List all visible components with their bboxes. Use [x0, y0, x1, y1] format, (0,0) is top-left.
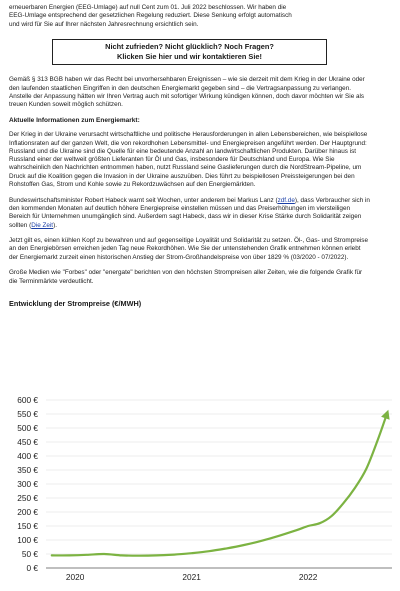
y-tick-label: 400 €: [17, 451, 38, 461]
y-tick-label: 550 €: [17, 409, 38, 419]
zeit-link[interactable]: Die Zeit: [31, 221, 54, 229]
y-tick-label: 300 €: [17, 479, 38, 489]
x-axis-tick-labels: [66, 572, 318, 582]
y-tick-label: 200 €: [17, 507, 38, 517]
cta-line-2: Klicken Sie hier und wir kontaktieren Sie!: [117, 52, 262, 62]
cta-line-1: Nicht zufrieden? Nicht glücklich? Noch Fragen?: [105, 42, 274, 52]
y-axis-tick-labels: [17, 395, 38, 573]
chart-title: Entwicklung der Strompreise (€/MWH): [9, 298, 142, 308]
contact-cta-wrapper: [9, 39, 370, 66]
y-tick-label: 500 €: [17, 423, 38, 433]
x-tick-label: 2021: [182, 572, 201, 582]
section-heading: Aktuelle Informationen zum Energiemarkt:: [9, 116, 140, 124]
bgb-paragraph: Gemäß § 313 BGB haben wir das Recht bei unvorhersehbaren Ereignissen – wie sie derzeit mit dem Krieg in der Ukraine oder den laufenden staatlichen Eingriffen in den deutschen Energiemarkt gegeben sind – die Vertragsanpassung zu verlangen. Anstelle der Anpassung hätten wir Ihren Vertrag auch mit sofortiger Wirkung kündigen können, doch davor möchten wir Sie als treuen Kunden soweit möglich schützen.: [9, 76, 365, 109]
zdf-link[interactable]: zdf.de: [277, 196, 295, 204]
series-arrow-head: [381, 410, 389, 420]
contact-cta-button[interactable]: [52, 39, 327, 66]
x-tick-label: 2020: [65, 572, 85, 582]
intro-line-3: und wird für Sie auf Ihrer nächsten Jahresrechnung ersichtlich sein.: [9, 20, 199, 28]
habeck-paragraph: [9, 197, 370, 230]
x-tick-label: 2022: [298, 572, 318, 582]
y-tick-label: 600 €: [17, 395, 38, 405]
intro-line-1: erneuerbaren Energien (EEG-Umlage) auf null Cent zum 01. Juli 2022 beschlossen. Wir haben die: [9, 4, 287, 11]
war-paragraph: Der Krieg in der Ukraine verursacht wirtschaftliche und politische Herausforderungen in allen Lebensbereichen, wie beispiellose Inflationsraten auf der ganzen Welt, die von rekordhohen Lebensmittel- und Energiepreisen angeführt werden. Der Hauptgrund: Russland und die Ukraine sind die Quelle für eine bedeutende Anzahl an landwirtschaftlichen Produkten. Darüber hinaus ist Russland einer der weltweit größten Lieferanten für Öl und Gas, insbesondere für Deutschland und Europa. Wie Sie wahrscheinlich den Nachrichten entnommen haben, nutzt Russland seine Gaslieferungen durch die NordStream-Pipeline, um Druck auf die Koalition gegen die Invasion in der Ukraine auszuüben. Dies führt zu beispiellosen Preissteigerungen bei den Rohstoffen Gas, Strom und Kohle sowie zu Rekordzuwächsen auf den Energiemärkten.: [9, 131, 368, 189]
intro-paragraph: [9, 4, 370, 29]
y-tick-label: 350 €: [17, 465, 38, 475]
chart-grid: [46, 400, 392, 554]
loyalty-paragraph: Jetzt gilt es, einen kühlen Kopf zu bewahren und auf gegenseitige Loyalität und Solidarität zu setzen. Öl-, Gas- und Strompreise an den Energiebörsen erreichen jeden Tag neue Rekordhöhen. Wie Sie der untenstehenden Grafik entnehmen können erlebt der Energiemarkt zurzeit einen historischen Anstieg der Strom-Großhandelspreise von über 1829 % (03/2020 - 07/2022).: [9, 237, 368, 261]
intro-line-2: EEG-Umlage entsprechend der gesetzlichen Regelung reduziert. Diese Senkung erfolgt automatisch: [9, 12, 292, 20]
y-tick-label: 150 €: [17, 521, 38, 531]
y-tick-label: 0 €: [26, 563, 38, 573]
habeck-text-2: ), dass Verbraucher sich in den kommenden Monaten auf deutlich höhere Energiepreise einstellen müssen und das Preiserhöhungen im viersteiligen Bereich für Unternehmen unumgänglich sind. Außerdem sagt Habeck, dass wir in dieser Krise Stärke durch Solidarität zeigen sollten (: [9, 196, 370, 229]
media-paragraph: Große Medien wie "Forbes" oder "energate" berichten von den höchsten Strompreisen aller Zeiten, wie die folgende Grafik für die Terminmärkte verdeutlicht.: [9, 269, 363, 285]
habeck-text-3: ).: [53, 221, 57, 229]
y-tick-label: 50 €: [21, 549, 38, 559]
price-chart: [0, 391, 400, 591]
y-tick-label: 100 €: [17, 535, 38, 545]
y-tick-label: 450 €: [17, 437, 38, 447]
y-tick-label: 250 €: [17, 493, 38, 503]
habeck-text-1: Bundeswirtschaftsminister Robert Habeck warnt seit Wochen, unter anderem bei Markus Lanz (: [9, 196, 278, 204]
